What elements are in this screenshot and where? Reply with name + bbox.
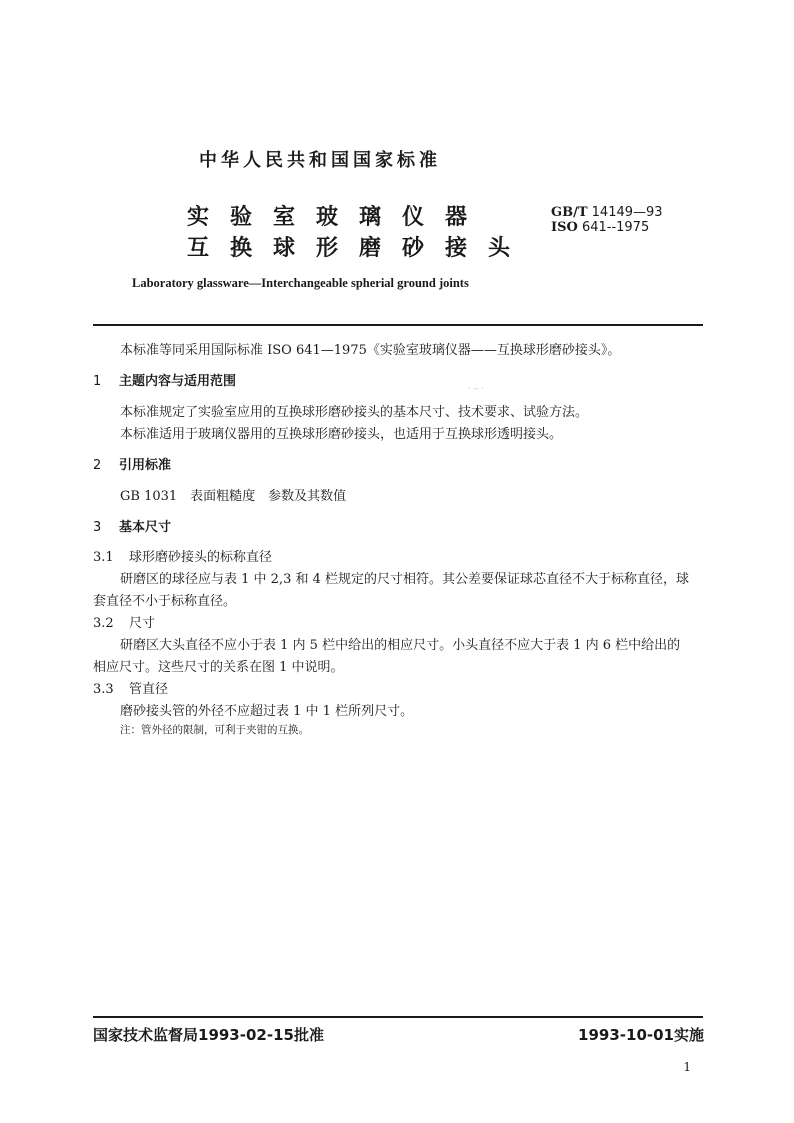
section-1-number: 1	[93, 374, 102, 389]
subsection-3-1-title: 球形磨砂接头的标称直径	[129, 550, 273, 565]
gb-code-number: 14149—93	[591, 205, 663, 220]
standard-title-line1: 实验室玻璃仪器	[187, 205, 489, 230]
header-divider	[93, 324, 703, 326]
subsection-3-3-title: 管直径	[129, 682, 169, 697]
intro-paragraph: 本标准等同采用国际标准 ISO 641—1975《实验室玻璃仪器——互换球形磨砂接头》。	[120, 343, 621, 358]
iso-code	[551, 220, 649, 235]
gb-code-prefix: GB/T	[551, 205, 588, 220]
page-number: 1	[683, 1060, 691, 1074]
section-3-title: 基本尺寸	[119, 520, 172, 535]
subsection-3-1-line-2: 套直径不小于标称直径。	[93, 594, 237, 609]
footer-divider	[93, 1016, 703, 1018]
subsection-3-2-heading	[93, 612, 155, 631]
section-3-note: 注：管外径的限制，可利于夹钳的互换。	[120, 724, 309, 736]
subsection-3-3-number: 3.3	[93, 682, 114, 697]
subsection-3-2-number: 3.2	[93, 616, 114, 631]
section-2-reference: GB 1031 表面粗糙度 参数及其数值	[120, 489, 347, 504]
section-2-heading	[93, 454, 171, 473]
section-2-title: 引用标准	[119, 458, 172, 473]
subsection-3-2-line-1: 研磨区大头直径不应小于表 1 内 5 栏中给出的相应尺寸。小头直径不应大于表 1 内 6 栏中给出的	[120, 638, 681, 653]
subsection-3-2-title: 尺寸	[129, 616, 156, 631]
national-standard-heading: 中华人民共和国国家标准	[199, 150, 441, 171]
english-title: Laboratory glassware—Interchangeable spherial ground joints	[132, 276, 469, 290]
approval-date: 国家技术监督局1993-02-15批准	[93, 1026, 324, 1044]
subsection-3-3-text: 磨砂接头管的外径不应超过表 1 中 1 栏所列尺寸。	[120, 704, 414, 719]
section-1-heading	[93, 370, 236, 389]
section-2-number: 2	[93, 458, 102, 473]
subsection-3-1-heading	[93, 546, 272, 565]
iso-code-prefix: ISO	[551, 220, 578, 235]
subsection-3-1-line-1: 研磨区的球径应与表 1 中 2,3 和 4 栏规定的尺寸相符。其公差要保证球芯直径不大于标称直径，球	[120, 572, 690, 587]
section-1-title: 主题内容与适用范围	[119, 374, 237, 389]
scan-mark: · -- ·	[468, 384, 484, 393]
section-3-heading	[93, 516, 171, 535]
section-1-paragraph-1: 本标准规定了实验室应用的互换球形磨砂接头的基本尺寸、技术要求、试验方法。	[120, 405, 589, 420]
implementation-date: 1993-10-01实施	[578, 1026, 704, 1044]
section-3-number: 3	[93, 520, 102, 535]
subsection-3-2-line-2: 相应尺寸。这些尺寸的关系在图 1 中说明。	[93, 660, 344, 675]
gb-code	[551, 205, 663, 220]
iso-code-number: 641--1975	[581, 220, 650, 235]
standard-title-line2: 互换球形磨砂接头	[187, 236, 532, 261]
subsection-3-3-heading	[93, 678, 168, 697]
subsection-3-1-number: 3.1	[93, 550, 114, 565]
section-1-paragraph-2: 本标准适用于玻璃仪器用的互换球形磨砂接头，也适用于互换球形透明接头。	[120, 427, 563, 442]
